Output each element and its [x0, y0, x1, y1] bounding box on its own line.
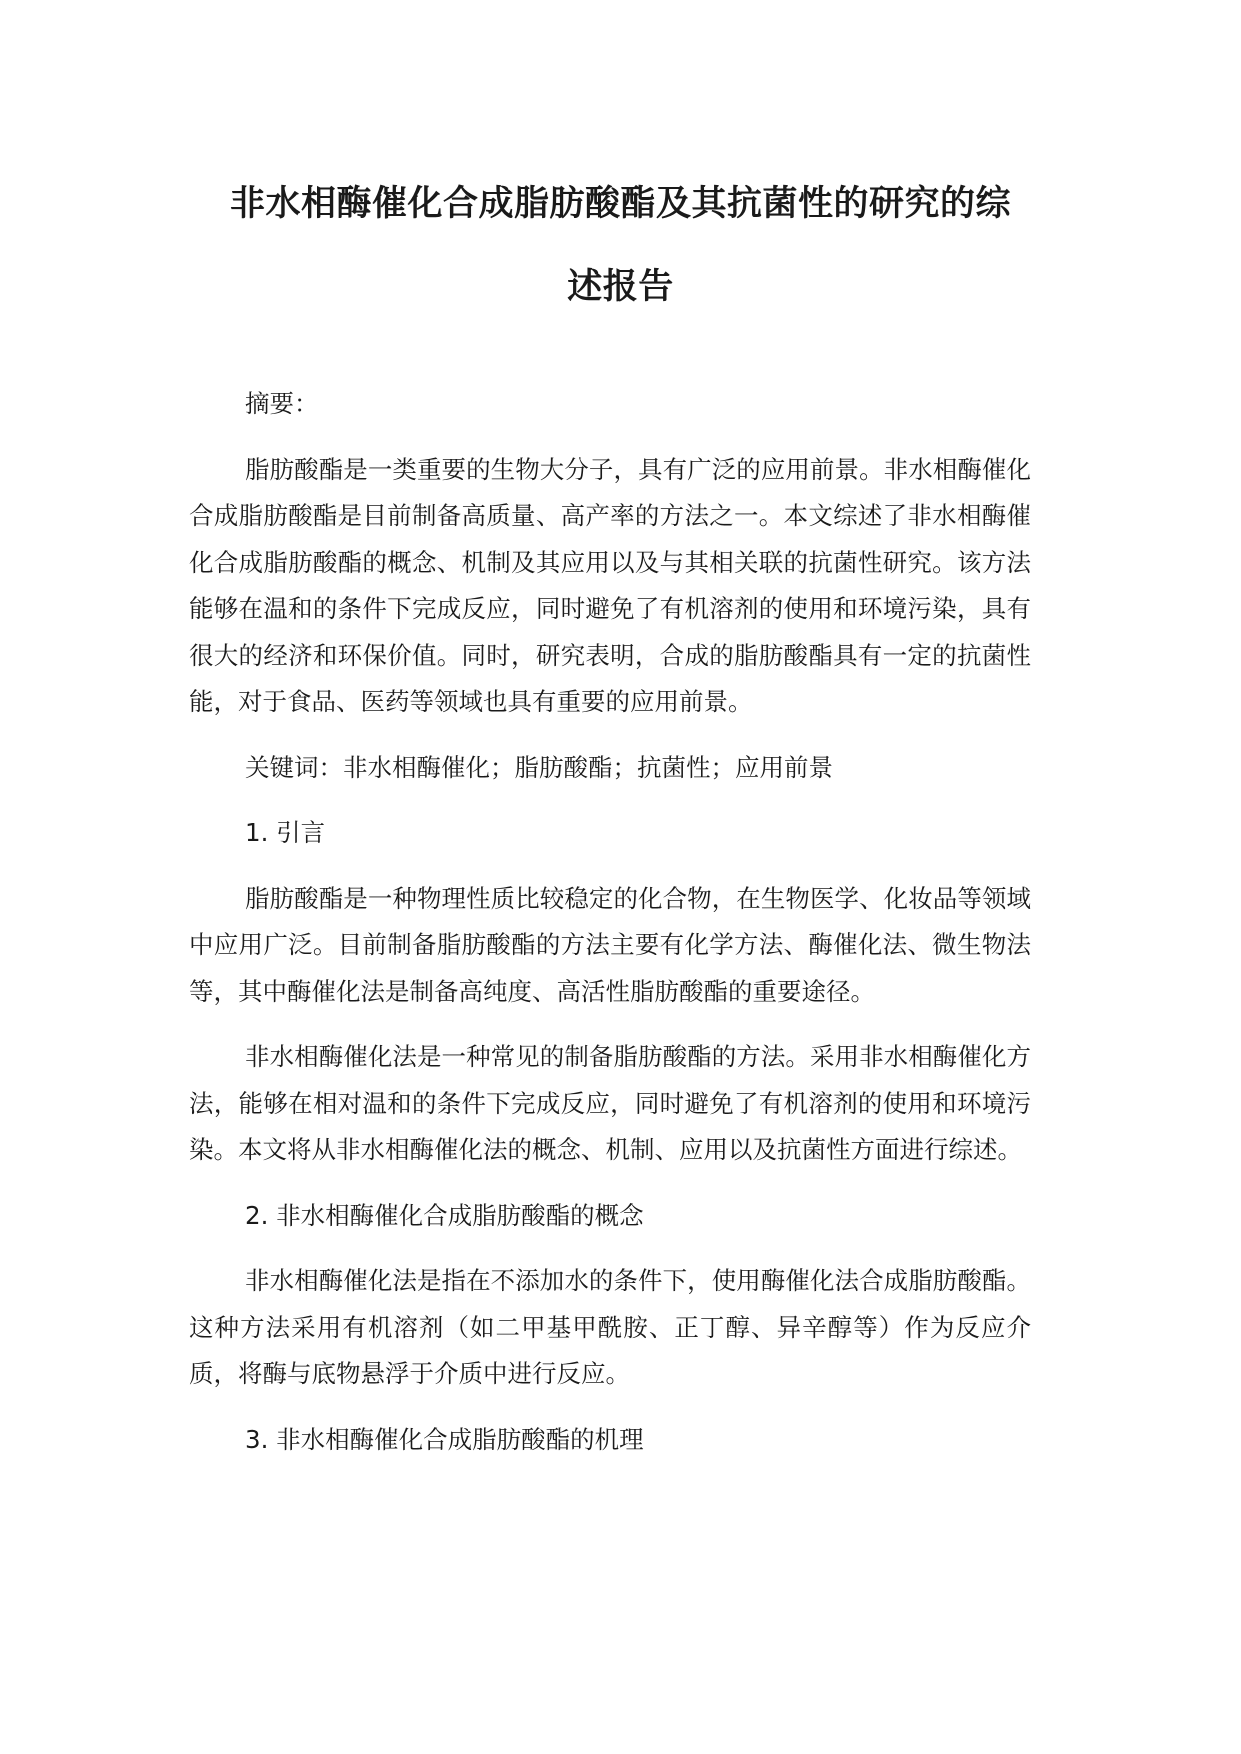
concept-paragraph: 非水相酶催化法是指在不添加水的条件下，使用酶催化法合成脂肪酸酯。这种方法采用有机溶剂（如二甲基甲酰胺、正丁醇、异辛醇等）作为反应介质，将酶与底物悬浮于介质中进行反应。 — [189, 1266, 1031, 1388]
section-heading-mechanism: 3. 非水相酶催化合成脂肪酸酯的机理 — [245, 1424, 644, 1454]
introduction-paragraph-1: 脂肪酸酯是一种物理性质比较稳定的化合物，在生物医学、化妆品等领域中应用广泛。目前制备脂肪酸酯的方法主要有化学方法、酶催化法、微生物法等，其中酶催化法是制备高纯度、高活性脂肪酸酯的重要途径。 — [189, 883, 1031, 1006]
document-title-line-2: 述报告 — [567, 267, 674, 307]
abstract-paragraph: 脂肪酸酯是一类重要的生物大分子，具有广泛的应用前景。非水相酶催化合成脂肪酸酯是目前制备高质量、高产率的方法之一。本文综述了非水相酶催化合成脂肪酸酯的概念、机制及其应用以及与其相关联的抗菌性研究。该方法能够在温和的条件下完成反应，同时避免了有机溶剂的使用和环境污染，具有很大的经济和环保价值。同时，研究表明，合成的脂肪酸酯具有一定的抗菌性能，对于食品、医药等领域也具有重要的应用前景。 — [189, 454, 1031, 716]
document-title-line-1: 非水相酶催化合成脂肪酸酯及其抗菌性的研究的综 — [229, 184, 1011, 224]
section-heading-concept: 2. 非水相酶催化合成脂肪酸酯的概念 — [245, 1200, 644, 1230]
section-heading-introduction: 1. 引言 — [245, 818, 326, 847]
abstract-label: 摘要： — [245, 389, 319, 418]
document-body — [189, 381, 1031, 1463]
introduction-paragraph-2: 非水相酶催化法是一种常见的制备脂肪酸酯的方法。采用非水相酶催化方法，能够在相对温和的条件下完成反应，同时避免了有机溶剂的使用和环境污染。本文将从非水相酶催化法的概念、机制、应用以及抗菌性方面进行综述。 — [189, 1042, 1031, 1164]
keywords-line: 关键词：非水相酶催化；脂肪酸酯；抗菌性；应用前景 — [245, 752, 833, 782]
